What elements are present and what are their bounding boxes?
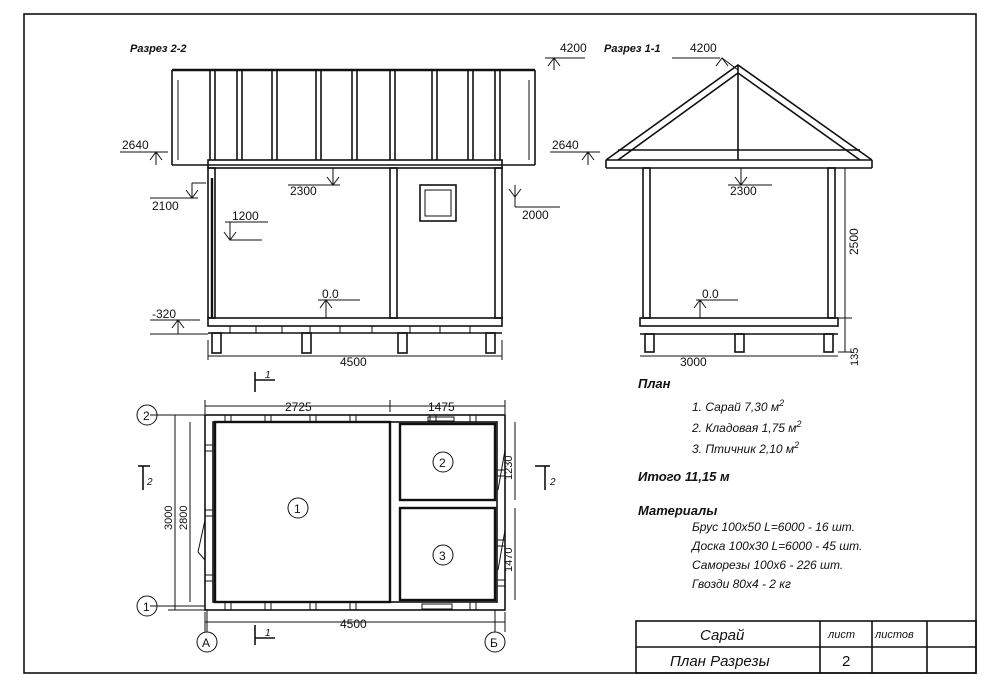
axis-b: Б: [490, 636, 498, 650]
room-number-3: 3: [439, 549, 446, 563]
section-1-1-title: Разрез 1-1: [604, 43, 661, 55]
mark-ridge-22: 4200: [560, 41, 587, 55]
dim-height-11: 2500: [847, 228, 861, 255]
cut-mark-1-top: 1: [265, 370, 271, 381]
material-item-1: Брус 100х50 L=6000 - 16 шт.: [692, 520, 856, 534]
dim-plan-bottom: 4500: [340, 617, 367, 631]
title-sheet-number: 2: [842, 653, 851, 670]
cut-mark-2-right: 2: [550, 477, 556, 488]
mark-ceil-11: 2300: [730, 184, 757, 198]
dim-plan-top-right: 1475: [428, 400, 455, 414]
room-number-2: 2: [439, 456, 446, 470]
material-item-3: Саморезы 100х6 - 226 шт.: [692, 558, 844, 572]
dim-plan-top-left: 2725: [285, 400, 312, 414]
legend-heading: План: [638, 376, 671, 391]
legend-room-3-sup: 2: [794, 440, 800, 450]
dim-plan-left-inner: 2800: [178, 505, 190, 530]
section-1-1: [550, 41, 872, 369]
cut-mark-2-left: 2: [147, 477, 153, 488]
legend-room-2: [691, 419, 802, 435]
materials-heading: Материалы: [638, 503, 718, 518]
material-item-4: Гвозди 80х4 - 2 кг: [692, 577, 791, 591]
mark-ridge-11: 4200: [690, 41, 717, 55]
dim-plan-right-bottom: 1470: [503, 547, 515, 572]
dim-plan-left-outer: 3000: [163, 505, 175, 530]
dim-plan-right-top: 1230: [503, 455, 515, 480]
cut-mark-1-bottom: 1: [265, 628, 271, 639]
mark-window-top-22: 2000: [522, 208, 549, 222]
legend-room-1-text: 1. Сарай 7,30 м: [692, 400, 780, 414]
mark-eave-11: 2640: [552, 138, 579, 152]
title-name: Сарай: [700, 627, 745, 644]
axis-1: 1: [143, 600, 150, 614]
mark-window-sill-22: 1200: [232, 209, 259, 223]
legend-room-3-text: 3. Птичник 2,10 м: [692, 442, 795, 456]
section-2-2-title: Разрез 2-2: [130, 43, 187, 55]
dim-width-11: 3000: [680, 355, 707, 369]
axis-a: А: [202, 636, 211, 650]
legend-total: Итого 11,15 м: [638, 469, 730, 484]
mark-ceil-22: 2300: [290, 184, 317, 198]
mark-floor-11: 0.0: [702, 287, 719, 301]
legend-room-1: [692, 398, 784, 414]
title-block: [636, 621, 976, 673]
dim-length-22: 4500: [340, 355, 367, 369]
material-item-2: Доска 100х30 L=6000 - 45 шт.: [692, 539, 863, 553]
legend-room-1-sup: 2: [779, 398, 785, 408]
mark-floor-22: 0.0: [322, 287, 339, 301]
legend-room-2-text: 2. Кладовая 1,75 м: [692, 421, 797, 435]
legend-room-3: [692, 440, 799, 456]
mark-eave-22: 2640: [122, 138, 149, 152]
axis-2: 2: [143, 409, 150, 423]
mark-door-22: 2100: [152, 199, 179, 213]
title-subtitle: План Разрезы: [670, 653, 770, 670]
room-number-1: 1: [294, 502, 301, 516]
legend: [638, 376, 862, 591]
mark-ground-22: -320: [152, 307, 177, 321]
floor-plan: [137, 370, 556, 652]
title-sheets-label: листов: [875, 629, 914, 641]
title-sheet-label: лист: [828, 629, 855, 641]
dim-plinth-11: 135: [849, 347, 861, 366]
section-2-2: [120, 41, 587, 369]
legend-room-2-sup: 2: [796, 419, 802, 429]
